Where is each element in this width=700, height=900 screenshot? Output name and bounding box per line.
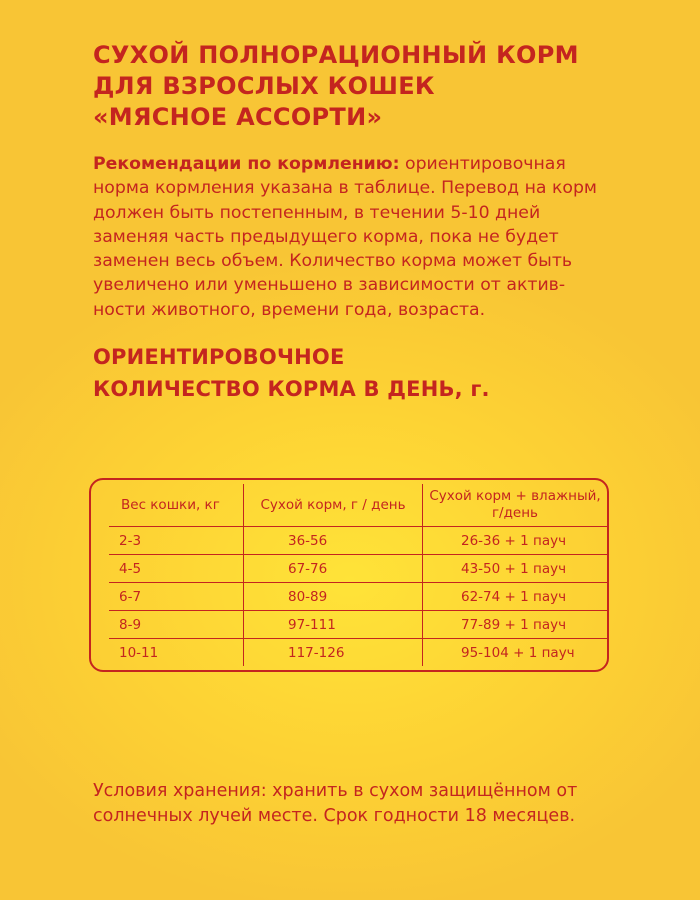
- feeding-table: [109, 484, 607, 666]
- product-title-line: СУХОЙ ПОЛНОРАЦИОННЫЙ КОРМ: [93, 41, 579, 69]
- cell-weight: 6-7: [109, 583, 244, 611]
- table-row: [109, 583, 607, 611]
- cell-weight: 8-9: [109, 611, 244, 639]
- column-header-weight: Вес кошки, кг: [109, 484, 244, 527]
- cell-dry-wet: 26-36 + 1 пауч: [423, 527, 608, 555]
- daily-amount-heading: [93, 341, 490, 405]
- feeding-table-box: [89, 478, 609, 672]
- cell-dry: 97-111: [244, 611, 423, 639]
- daily-amount-heading-line: КОЛИЧЕСТВО КОРМА В ДЕНЬ, г.: [93, 377, 490, 401]
- table-row: [109, 527, 607, 555]
- table-row: [109, 611, 607, 639]
- table-row: [109, 639, 607, 667]
- cell-dry: 36-56: [244, 527, 423, 555]
- table-row: [109, 555, 607, 583]
- storage-conditions: Условия хранения: хранить в сухом защищённом от солнечных лучей месте. Срок годности 18 месяцев.: [93, 781, 578, 826]
- cell-dry-wet: 77-89 + 1 пауч: [423, 611, 608, 639]
- daily-amount-heading-line: ОРИЕНТИРОВОЧНОЕ: [93, 345, 345, 369]
- cell-dry-wet: 95-104 + 1 пауч: [423, 639, 608, 667]
- recommendations-lead: Рекомендации по кормлению:: [93, 154, 400, 174]
- cell-dry: 67-76: [244, 555, 423, 583]
- cell-dry-wet: 62-74 + 1 пауч: [423, 583, 608, 611]
- product-title: [93, 40, 579, 133]
- cell-dry-wet: 43-50 + 1 пауч: [423, 555, 608, 583]
- cell-dry: 117-126: [244, 639, 423, 667]
- cell-weight: 4-5: [109, 555, 244, 583]
- product-title-line: «МЯСНОЕ АССОРТИ»: [93, 103, 383, 131]
- cell-dry: 80-89: [244, 583, 423, 611]
- table-header-row: [109, 484, 607, 527]
- cell-weight: 10-11: [119, 644, 159, 661]
- feeding-recommendations: [93, 152, 613, 322]
- column-header-dry-wet: Сухой корм + влажный, г/день: [423, 484, 608, 527]
- recommendations-text: ориентировочная норма кормления указана в таблице. Перевод на корм должен быть постепенным, в течении 5-10 дней заменяя часть предыдущего корма, пока не будет заменен весь объем. Количество корма может быть увеличено или уменьшено в зависимости от актив-ности животного, времени года, возраста.: [93, 154, 597, 320]
- product-title-line: ДЛЯ ВЗРОСЛЫХ КОШЕК: [93, 72, 435, 100]
- cell-weight: 2-3: [109, 527, 244, 555]
- column-header-dry: Сухой корм, г / день: [244, 484, 423, 527]
